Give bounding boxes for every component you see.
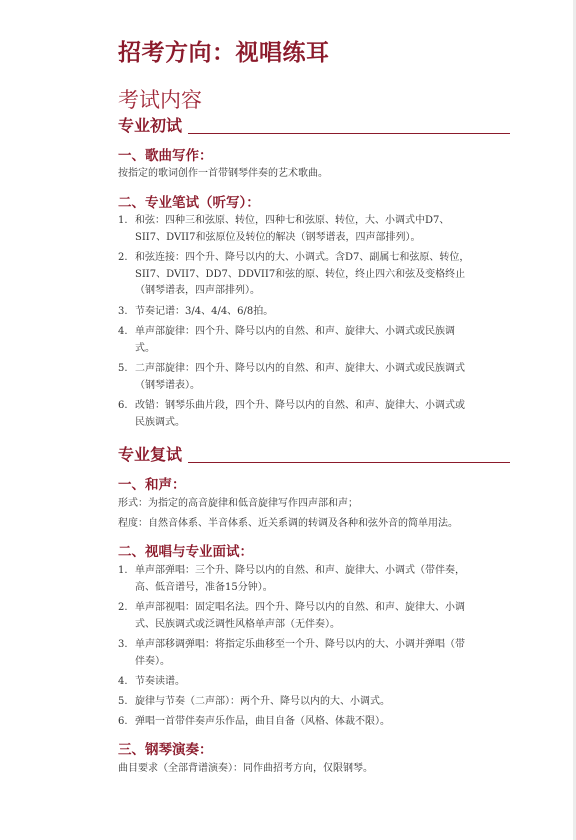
written-exam-heading: 二、专业笔试（听写）： [118,195,260,211]
written-item-2-number: 2. [118,252,128,263]
written-item-5-line-2: （钢琴谱表）。 [135,379,200,391]
singing-item-1-line-2: 高、低音谱号，准备15分钟）。 [135,581,273,593]
written-item-1-line-2: SII7、DVII7和弦原位及转位的解决（钢琴谱表，四声部排列）。 [135,231,421,243]
piano-heading: 三、钢琴演奏： [118,742,213,758]
singing-item-4 [118,674,516,691]
singing-item-6-line-1: 弹唱一首带伴奏声乐作品，曲目自备（风格、体裁不限）。 [135,716,390,727]
singing-item-5-number: 5. [118,696,128,707]
singing-item-4-line-1: 节奏读谱。 [135,676,185,687]
written-item-5 [118,361,516,394]
written-item-3-number: 3. [118,306,128,317]
singing-item-3 [118,637,516,670]
song-writing-heading: 一、歌曲写作： [118,148,213,164]
singing-item-3-number: 3. [118,639,128,650]
written-item-4 [118,324,516,357]
singing-item-2-line-1: 单声部视唱：固定唱名法。四个升、降号以内的自然、和声、旋律大、小调 [135,602,465,613]
written-item-2-line-2: SII7、DVII7、DD7、DDVII7和弦的原、转位，终止四六和弦及变格终止 [135,268,466,280]
harmony-degree-text: 程度：自然音体系、半音体系、近关系调的转调及各种和弦外音的简单用法。 [118,518,458,529]
singing-item-1-number: 1. [118,565,128,576]
section-initial-rule [188,133,510,134]
written-item-5-number: 5. [118,363,128,374]
singing-item-5-line-1: 旋律与节奏（二声部）：两个升、降号以内的大、小调式。 [135,696,390,707]
singing-item-5 [118,694,516,711]
written-item-2-line-1: 和弦连接：四个升、降号以内的大、小调式。含D7、副属七和弦原、转位， [135,252,470,263]
singing-item-2 [118,600,516,633]
section-retest-heading: 专业复试 [118,445,183,464]
written-item-2 [118,250,516,300]
harmony-heading: 一、和声： [118,477,186,493]
singing-item-3-line-1: 单声部移调弹唱：将指定乐曲移至一个升、降号以内的大、小调并弹唱（带 [135,639,465,650]
written-item-2-line-3: （钢琴谱表，四声部排列）。 [135,285,260,296]
section-retest-rule [188,462,510,463]
singing-item-6 [118,714,516,731]
written-item-4-line-2: 式。 [135,342,155,354]
song-writing-text: 按指定的歌词创作一首带钢琴伴奏的艺术歌曲。 [118,168,328,179]
singing-item-3-line-2: 伴奏）。 [135,655,170,667]
singing-item-2-line-2: 式、民族调式或泛调性风格单声部（无伴奏）。 [135,618,340,630]
written-item-6-number: 6. [118,400,128,411]
written-item-6-line-2: 民族调式。 [135,416,185,428]
written-item-5-line-1: 二声部旋律：四个升、降号以内的自然、和声、旋律大、小调式或民族调式 [135,363,465,374]
written-item-1-line-1: 和弦：四种三和弦原、转位，四种七和弦原、转位，大、小调式中D7、 [135,215,450,226]
singing-item-6-number: 6. [118,716,128,727]
written-item-4-line-1: 单声部旋律：四个升、降号以内的自然、和声、旋律大、小调式或民族调 [135,326,455,337]
sight-singing-heading: 二、视唱与专业面试： [118,544,253,560]
piano-requirement-text: 曲目要求（全部背谱演奏）：同作曲招考方向，仅限钢琴。 [118,763,373,774]
written-item-1-number: 1. [118,215,128,226]
singing-item-4-number: 4. [118,676,128,687]
written-item-3 [118,304,516,321]
written-item-6-line-1: 改错：钢琴乐曲片段，四个升、降号以内的自然、和声、旋律大、小调式或 [135,400,465,411]
singing-item-1-line-1: 单声部弹唱：三个升、降号以内的自然、和声、旋律大、小调式（带伴奏， [135,565,465,576]
page-subtitle: 考试内容 [118,88,202,112]
singing-item-1 [118,563,516,596]
section-initial-exam [118,116,510,136]
written-item-4-number: 4. [118,326,128,337]
written-item-1 [118,213,516,246]
harmony-form-text: 形式：为指定的高音旋律和低音旋律写作四声部和声； [118,498,358,509]
written-item-3-line-1: 节奏记谱：3/4、4/4、6/8拍。 [135,306,274,317]
section-retest [118,445,510,465]
page-title: 招考方向：视唱练耳 [118,40,330,66]
singing-item-2-number: 2. [118,602,128,613]
section-initial-heading: 专业初试 [118,116,183,135]
written-item-6 [118,398,516,431]
